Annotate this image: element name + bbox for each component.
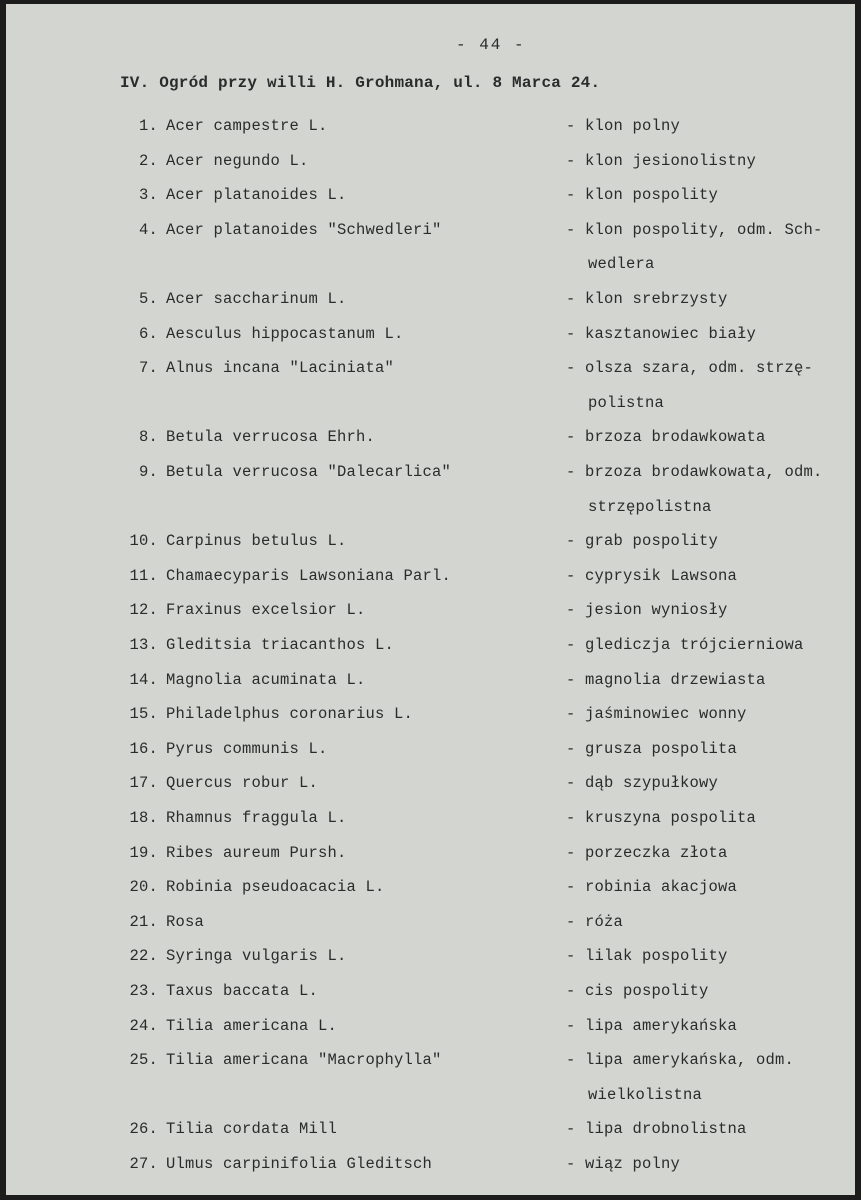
entry-number: 9. [138, 463, 158, 481]
polish-name: - klon pospolity [566, 186, 719, 205]
latin-name: Tilia americana L. [166, 1016, 338, 1035]
plant-list [6, 4, 855, 1195]
latin-name: Philadelphus coronarius L. [166, 705, 414, 724]
polish-name-continuation: polistna [588, 393, 665, 412]
latin-name: Betula verrucosa "Dalecarlica" [166, 463, 452, 481]
entry-number: 19. [129, 843, 158, 862]
latin-name: Ribes aureum Pursh. [166, 843, 347, 862]
latin-name: Alnus incana "Laciniata" [166, 359, 395, 378]
entry-number: 1. [138, 117, 158, 135]
polish-name: - kruszyna pospolita [566, 809, 757, 827]
latin-name: Carpinus betulus L. [166, 532, 347, 551]
latin-name: Rhamnus fraggula L. [166, 809, 347, 827]
entry-number: 8. [138, 428, 158, 447]
polish-name: - klon jesionolistny [566, 151, 757, 170]
entry-number: 15. [129, 705, 158, 724]
polish-name: - grusza pospolita [566, 739, 738, 758]
entry-number: 26. [129, 1120, 158, 1139]
polish-name: - klon polny [566, 117, 681, 135]
entry-number: 25. [129, 1051, 158, 1070]
entry-number: 13. [129, 636, 158, 654]
polish-name-continuation: wielkolistna [588, 1085, 703, 1104]
polish-name: - robinia akacjowa [566, 878, 738, 897]
polish-name: - lilak pospolity [566, 947, 728, 966]
polish-name: - róża [566, 912, 624, 931]
polish-name: - cyprysik Lawsona [566, 566, 738, 585]
latin-name: Chamaecyparis Lawsoniana Parl. [166, 566, 452, 585]
entry-number: 12. [129, 601, 158, 620]
entry-number: 16. [129, 739, 158, 758]
polish-name: - olsza szara, odm. strzę- [566, 359, 814, 378]
entry-number: 24. [129, 1016, 158, 1035]
latin-name: Quercus robur L. [166, 774, 319, 793]
latin-name: Tilia americana "Macrophylla" [166, 1051, 442, 1070]
entry-number: 2. [138, 151, 158, 170]
latin-name: Rosa [166, 912, 205, 931]
polish-name: - lipa amerykańska, odm. [566, 1051, 795, 1070]
entry-number: 3. [138, 186, 158, 205]
latin-name: Acer saccharinum L. [166, 290, 347, 308]
entry-number: 20. [129, 878, 158, 897]
latin-name: Betula verrucosa Ehrh. [166, 428, 376, 447]
polish-name: - cis pospolity [566, 982, 709, 1000]
polish-name: - klon pospolity, odm. Sch- [566, 220, 823, 239]
latin-name: Pyrus communis L. [166, 739, 328, 758]
polish-name: - lipa amerykańska [566, 1016, 738, 1035]
polish-name: - wiąz polny [566, 1155, 681, 1173]
polish-name: - brzoza brodawkowata [566, 428, 766, 447]
entry-number: 27. [129, 1155, 158, 1173]
polish-name: - dąb szypułkowy [566, 774, 719, 793]
latin-name: Syringa vulgaris L. [166, 947, 347, 966]
polish-name: - grab pospolity [566, 532, 719, 551]
latin-name: Ulmus carpinifolia Gleditsch [166, 1155, 433, 1173]
polish-name-continuation: strzępolistna [588, 497, 712, 516]
polish-name: - glediczja trójcierniowa [566, 636, 804, 654]
polish-name: - jesion wyniosły [566, 601, 728, 620]
polish-name: - brzoza brodawkowata, odm. [566, 463, 823, 481]
entry-number: 17. [129, 774, 158, 793]
latin-name: Acer negundo L. [166, 151, 309, 170]
polish-name: - porzeczka złota [566, 843, 728, 862]
page-number: - 44 - [456, 36, 526, 54]
latin-name: Gleditsia triacanthos L. [166, 636, 395, 654]
entry-number: 22. [129, 947, 158, 966]
document-page [6, 4, 855, 1195]
latin-name: Fraxinus excelsior L. [166, 601, 366, 620]
polish-name-continuation: wedlera [588, 255, 655, 274]
polish-name: - kasztanowiec biały [566, 324, 757, 343]
entry-number: 10. [129, 532, 158, 551]
latin-name: Magnolia acuminata L. [166, 670, 366, 689]
section-heading: IV. Ogród przy willi H. Grohmana, ul. 8 Marca 24. [120, 74, 601, 92]
polish-name: - jaśminowiec wonny [566, 705, 747, 724]
entry-number: 4. [138, 220, 158, 239]
polish-name: - klon srebrzysty [566, 290, 728, 308]
entry-number: 5. [138, 290, 158, 308]
entry-number: 6. [138, 324, 158, 343]
polish-name: - lipa drobnolistna [566, 1120, 747, 1139]
latin-name: Tilia cordata Mill [166, 1120, 338, 1139]
polish-name: - magnolia drzewiasta [566, 670, 766, 689]
latin-name: Acer platanoides "Schwedleri" [166, 220, 442, 239]
entry-number: 18. [129, 809, 158, 827]
latin-name: Acer campestre L. [166, 117, 328, 135]
entry-number: 23. [129, 982, 158, 1000]
latin-name: Robinia pseudoacacia L. [166, 878, 385, 897]
entry-number: 14. [129, 670, 158, 689]
latin-name: Acer platanoides L. [166, 186, 347, 205]
latin-name: Taxus baccata L. [166, 982, 319, 1000]
entry-number: 11. [129, 566, 158, 585]
entry-number: 21. [129, 912, 158, 931]
latin-name: Aesculus hippocastanum L. [166, 324, 404, 343]
entry-number: 7. [138, 359, 158, 378]
